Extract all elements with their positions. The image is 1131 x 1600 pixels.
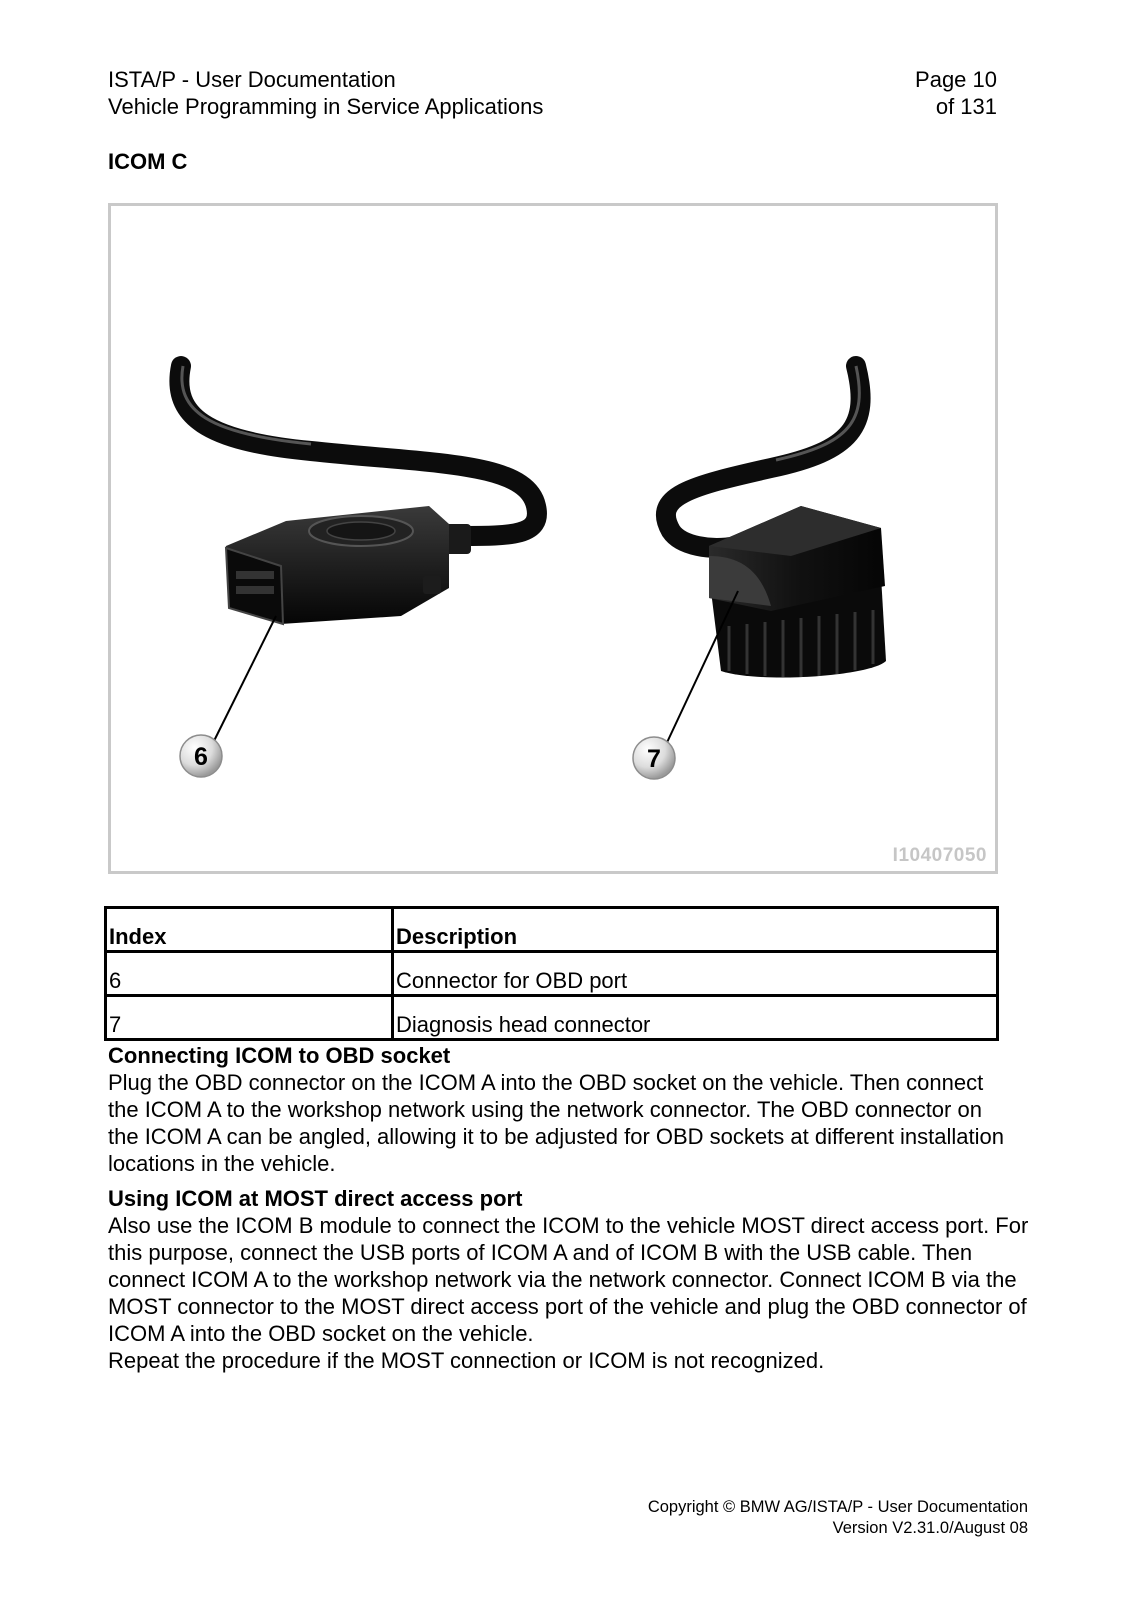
section-paragraph: Plug the OBD connector on the ICOM A into the OBD socket on the vehicle. Then connect the ICOM A to the workshop network using the network connector. The OBD connector on the ICOM A can be angled, allowing it to be adjusted for OBD sockets at different installation locations in the vehicle. (108, 1070, 1004, 1176)
section-title: ICOM C (108, 149, 188, 174)
callout-7-label: 7 (647, 745, 661, 773)
section-heading: Using ICOM at MOST direct access port (108, 1186, 523, 1211)
table-row (106, 952, 998, 996)
icom-c-figure (108, 203, 998, 874)
section-heading: Connecting ICOM to OBD socket (108, 1043, 451, 1068)
callout-6-label: 6 (194, 743, 208, 771)
document-subtitle: Vehicle Programming in Service Applications (108, 94, 544, 119)
section-paragraph: Repeat the procedure if the MOST connection or ICOM is not recognized. (108, 1348, 825, 1373)
table-cell-index: 7 (106, 996, 393, 1040)
column-header-index: Index (106, 908, 393, 952)
document-title: ISTA/P - User Documentation (108, 67, 396, 92)
table-cell-description: Diagnosis head connector (393, 996, 998, 1040)
table-cell-description: Connector for OBD port (393, 952, 998, 996)
diagnosis-head-connector-icon (663, 366, 886, 751)
table-cell-index: 6 (106, 952, 393, 996)
column-header-description: Description (393, 908, 998, 952)
page-footer (648, 1497, 1028, 1539)
section-most-port (108, 1185, 1033, 1374)
table-header-row (106, 908, 998, 952)
icom-c-illustration (111, 206, 995, 871)
legend-table (104, 906, 999, 1041)
callout-6 (180, 735, 222, 777)
section-paragraph: Also use the ICOM B module to connect the ICOM to the vehicle MOST direct access port. For this purpose, connect the USB ports of ICOM A and of ICOM B with the USB cable. Then connect ICOM A to the workshop network via the network connector. Connect ICOM B via the MOST connector to the MOST direct access port of the vehicle and plug the OBD connector of ICOM A into the OBD socket on the vehicle. (108, 1213, 1029, 1346)
page-count: of 131 (935, 94, 997, 119)
table-row (106, 996, 998, 1040)
section-obd-socket (108, 1042, 1008, 1177)
page-number: Page 10 (915, 67, 997, 92)
callout-7 (633, 737, 675, 779)
obd-connector-icon (179, 366, 537, 751)
version-text: Version V2.31.0/August 08 (832, 1519, 1028, 1537)
figure-image-id: I10407050 (892, 845, 987, 866)
copyright-text: Copyright © BMW AG/ISTA/P - User Documentation (647, 1498, 1028, 1516)
